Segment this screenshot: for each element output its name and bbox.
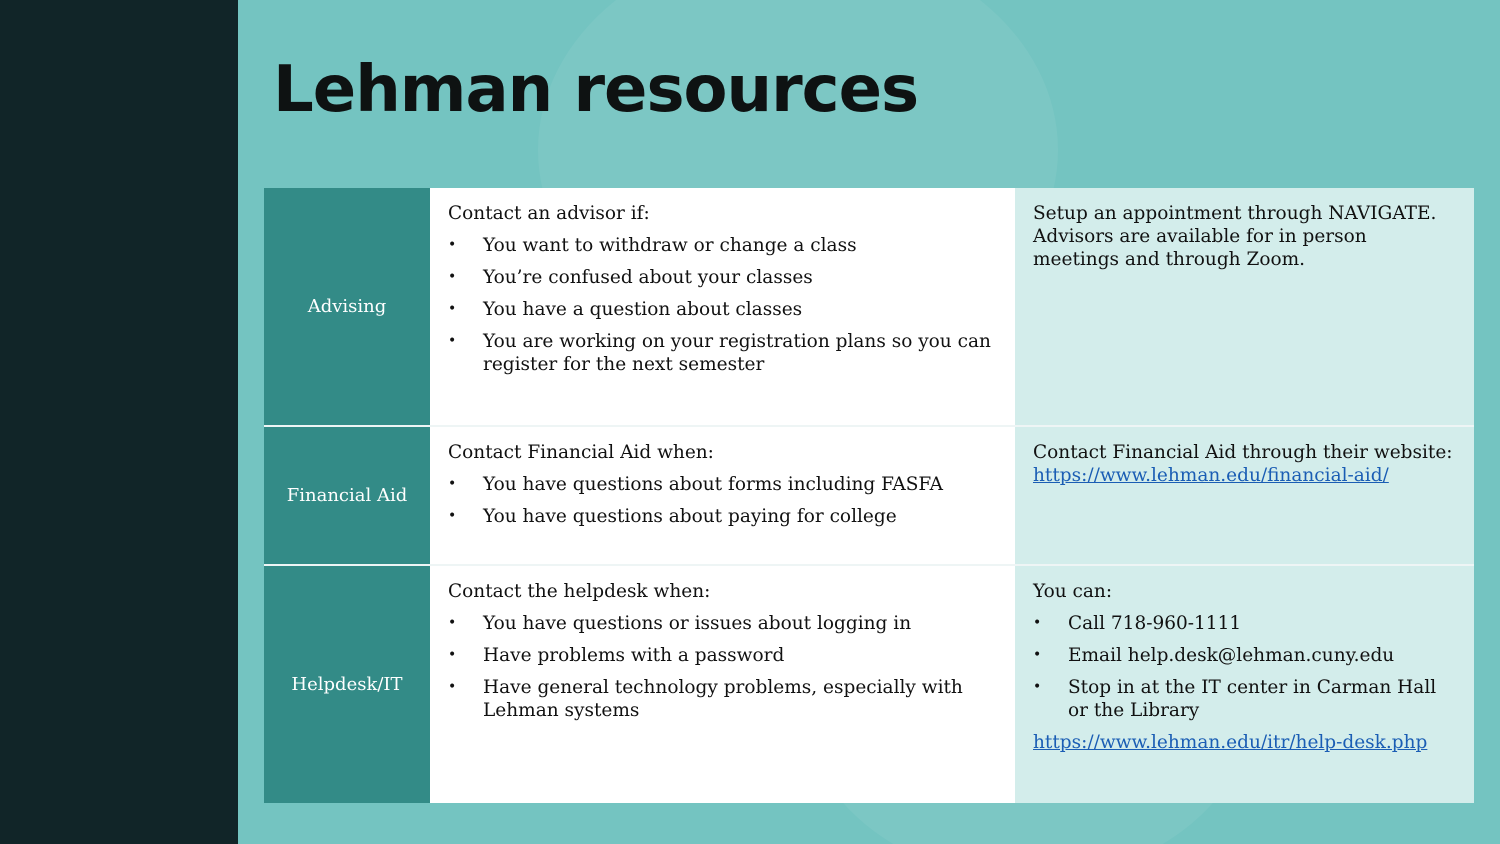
list-item: • You have questions or issues about logging in — [448, 613, 912, 634]
bullet-icon: • — [448, 615, 457, 631]
row-label-helpdesk: Helpdesk/IT — [264, 565, 430, 803]
advising-info-text: Setup an appointment through NAVIGATE. Advisors are available for in person meetings and through Zoom. — [1033, 203, 1437, 270]
helpdesk-info-intro: You can: — [1033, 581, 1113, 602]
advising-description-cell — [430, 188, 1015, 426]
helpdesk-info-cell — [1015, 565, 1474, 803]
list-item: • You want to withdraw or change a class — [448, 235, 857, 256]
helpdesk-link[interactable]: https://www.lehman.edu/itr/help-desk.php — [1033, 732, 1428, 753]
financial-aid-list — [448, 473, 998, 528]
bullet-icon: • — [448, 679, 457, 695]
helpdesk-list — [448, 612, 998, 722]
page-title: Lehman resources — [273, 53, 919, 127]
bullet-icon: • — [1033, 679, 1042, 695]
advising-intro: Contact an advisor if: — [448, 203, 650, 224]
bullet-icon: • — [448, 476, 457, 492]
financial-aid-info-text: Contact Financial Aid through their website: — [1033, 442, 1453, 463]
list-item: • Email help.desk@lehman.cuny.edu — [1033, 645, 1395, 666]
list-item: • Have problems with a password — [448, 645, 785, 666]
bullet-icon: • — [448, 508, 457, 524]
resources-table — [264, 188, 1474, 803]
bullet-icon: • — [448, 237, 457, 253]
list-item: • You have questions about forms including FASFA — [448, 474, 943, 495]
list-item: • You are working on your registration plans so you can register for the next semester — [448, 331, 991, 375]
advising-info-cell — [1015, 188, 1474, 426]
table-row-helpdesk — [264, 565, 1474, 803]
row-label-advising: Advising — [264, 188, 430, 426]
table-row-financial-aid — [264, 426, 1474, 565]
helpdesk-contact-list — [1033, 612, 1457, 722]
helpdesk-intro: Contact the helpdesk when: — [448, 581, 711, 602]
dark-side-panel — [0, 0, 238, 844]
helpdesk-description-cell — [430, 565, 1015, 803]
financial-aid-description-cell — [430, 426, 1015, 565]
financial-aid-info-cell — [1015, 426, 1474, 565]
bullet-icon: • — [448, 647, 457, 663]
row-label-financial-aid: Financial Aid — [264, 426, 430, 565]
advising-list — [448, 234, 998, 376]
bullet-icon: • — [448, 333, 457, 349]
list-item: • Stop in at the IT center in Carman Hall or the Library — [1033, 677, 1437, 721]
financial-aid-link[interactable]: https://www.lehman.edu/financial-aid/ — [1033, 465, 1389, 486]
list-item: • You have questions about paying for college — [448, 506, 897, 527]
bullet-icon: • — [1033, 615, 1042, 631]
list-item: • You’re confused about your classes — [448, 267, 813, 288]
list-item: • Have general technology problems, especially with Lehman systems — [448, 677, 963, 721]
table-row-advising — [264, 188, 1474, 426]
bullet-icon: • — [1033, 647, 1042, 663]
bullet-icon: • — [448, 301, 457, 317]
financial-aid-intro: Contact Financial Aid when: — [448, 442, 714, 463]
bullet-icon: • — [448, 269, 457, 285]
list-item: • You have a question about classes — [448, 299, 803, 320]
list-item: • Call 718-960-1111 — [1033, 613, 1242, 634]
